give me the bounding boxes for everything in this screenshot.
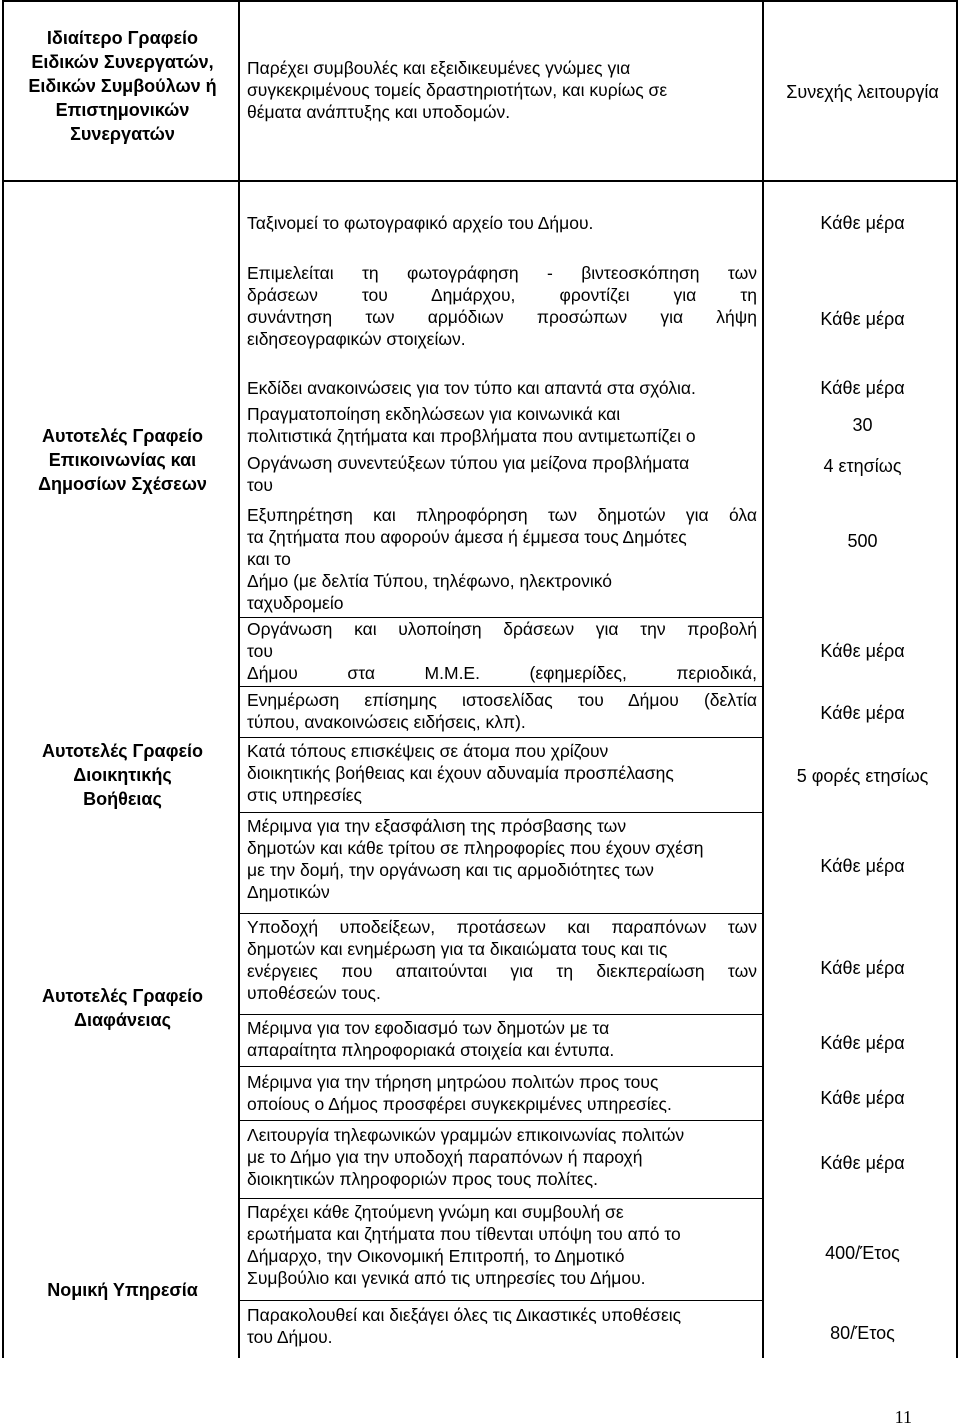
frequency: Κάθε μέρα (820, 641, 905, 661)
task-text: Παρακολουθεί και διεξάγει όλες τις Δικαστικές υποθέσεις του Δήμου. (247, 1305, 682, 1347)
frequency: Συνεχής λειτουργία (786, 82, 939, 102)
task-text: Οργάνωση και υλοποίηση δράσεων για την προβολή του Δήμου στα Μ.Μ.Ε. (εφημερίδες, περιοδικά, (247, 619, 757, 683)
task-text: Μέριμνα για την τήρηση μητρώου πολιτών προς τους οποίους ο Δήμος προσφέρει συγκεκριμένες υπηρεσίες. (247, 1072, 672, 1114)
table-top-border (2, 0, 958, 2)
frequency: 30 (852, 415, 873, 435)
task-text: Ταξινομεί το φωτογραφικό αρχείο του Δήμου. (247, 213, 594, 233)
frequency: Κάθε μέρα (820, 856, 905, 876)
column-divider (762, 0, 764, 1358)
task-separator (240, 737, 762, 738)
column-divider (238, 0, 240, 1358)
task-text: Εξυπηρέτηση και πληροφόρηση των δημοτών για όλα τα ζητήματα που αφορούν άμεσα ή έμμεσα τους Δημότες και το Δήμο (με δελτία Τύπου, τηλέφωνο, ηλεκτρονικό ταχυδρομείο (247, 505, 757, 613)
task-separator (240, 1066, 762, 1067)
task-text: Υποδοχή υποδείξεων, προτάσεων και παραπόνων των δημοτών και ενημέρωση για τα δικαιώματα τους και τις ενέργειες που απαιτούνται για τη διεκπεραίωση των υποθέσεών τους. (247, 917, 757, 1003)
table-right-border (956, 0, 958, 1358)
task-separator (240, 1120, 762, 1121)
frequency: 5 φορές ετησίως (796, 766, 929, 786)
task-text: Οργάνωση συνεντεύξεων τύπου για μείζονα προβλήματα του (247, 453, 690, 495)
frequency: Κάθε μέρα (820, 378, 905, 398)
frequency: Κάθε μέρα (820, 703, 905, 723)
task-text: Πραγματοποίηση εκδηλώσεων για κοινωνικά και πολιτιστικά ζητήματα και προβλήματα που αντιμετωπίζει ο (247, 404, 696, 446)
unit-name: Αυτοτελές Γραφείο Διαφάνειας (41, 986, 203, 1030)
unit-name: Αυτοτελές Γραφείο Διοικητικής Βοήθειας (41, 741, 203, 809)
task-separator (240, 1014, 762, 1015)
task-text: Παρέχει συμβουλές και εξειδικευμένες γνώμες για συγκεκριμένους τομείς δραστηριοτήτων, και κυρίως σε θέματα ανάπτυξης και υποδομών. (247, 58, 668, 122)
frequency: Κάθε μέρα (820, 1153, 905, 1173)
task-separator (240, 686, 762, 687)
frequency: 80/Έτος (830, 1323, 895, 1343)
frequency: Κάθε μέρα (820, 1033, 905, 1053)
task-text: Παρέχει κάθε ζητούμενη γνώμη και συμβουλή σε ερωτήματα και ζητήματα που τίθενται υπόψη του από το Δήμαρχο, την Οικονομική Επιτροπή, το Δημοτικό Συμβούλιο και γενικά από τις υπηρεσίες του Δήμου. (247, 1202, 681, 1288)
task-text: Κατά τόπους επισκέψεις σε άτομα που χρίζουν διοικητικής βοήθειας και έχουν αδυναμία προσπέλασης στις υπηρεσίες (247, 741, 674, 805)
frequency: 500 (847, 531, 878, 551)
frequency: 4 ετησίως (823, 456, 902, 476)
task-text: Ενημέρωση επίσημης ιστοσελίδας του Δήμου (δελτία τύπου, ανακοινώσεις ειδήσεις, κλπ). (247, 690, 757, 732)
frequency: 400/Έτος (825, 1243, 900, 1263)
frequency: Κάθε μέρα (820, 213, 905, 233)
unit-name: Ιδιαίτερο Γραφείο Ειδικών Συνεργατών, Ειδικών Συμβούλων ή Επιστημονικών Συνεργατών (28, 28, 217, 144)
frequency: Κάθε μέρα (820, 958, 905, 978)
task-text: Εκδίδει ανακοινώσεις για τον τύπο και απαντά στα σχόλια. (247, 378, 696, 398)
task-separator (240, 1300, 762, 1301)
task-separator (240, 1198, 762, 1199)
row-divider (2, 180, 958, 182)
page-number: 11 (894, 1407, 912, 1427)
frequency: Κάθε μέρα (820, 309, 905, 329)
table-left-border (2, 0, 4, 1358)
frequency: Κάθε μέρα (820, 1088, 905, 1108)
task-separator (240, 812, 762, 813)
unit-name: Αυτοτελές Γραφείο Επικοινωνίας και Δημοσίων Σχέσεων (38, 426, 207, 494)
unit-name: Νομική Υπηρεσία (47, 1280, 198, 1300)
task-text: Μέριμνα για τον εφοδιασμό των δημοτών με τα απαραίτητα πληροφοριακά στοιχεία και έντυπα. (247, 1018, 615, 1060)
task-text: Λειτουργία τηλεφωνικών γραμμών επικοινωνίας πολιτών με το Δήμο για την υποδοχή παραπόνων ή παροχή διοικητικών πληροφοριών προς τους πολίτες. (247, 1125, 685, 1189)
task-text: Μέριμνα για την εξασφάλιση της πρόσβασης των δημοτών και κάθε τρίτου σε πληροφορίες που έχουν σχέση με την δομή, την οργάνωση και τις αρμοδιότητες των Δημοτικών (247, 816, 704, 902)
task-separator (240, 913, 762, 914)
task-text: Επιμελείται τη φωτογράφηση - βιντεοσκόπηση των δράσεων του Δημάρχου, φροντίζει για τη συνάντηση των αρμόδιων προσώπων για λήψη ειδησεογραφικών στοιχείων. (247, 263, 757, 349)
